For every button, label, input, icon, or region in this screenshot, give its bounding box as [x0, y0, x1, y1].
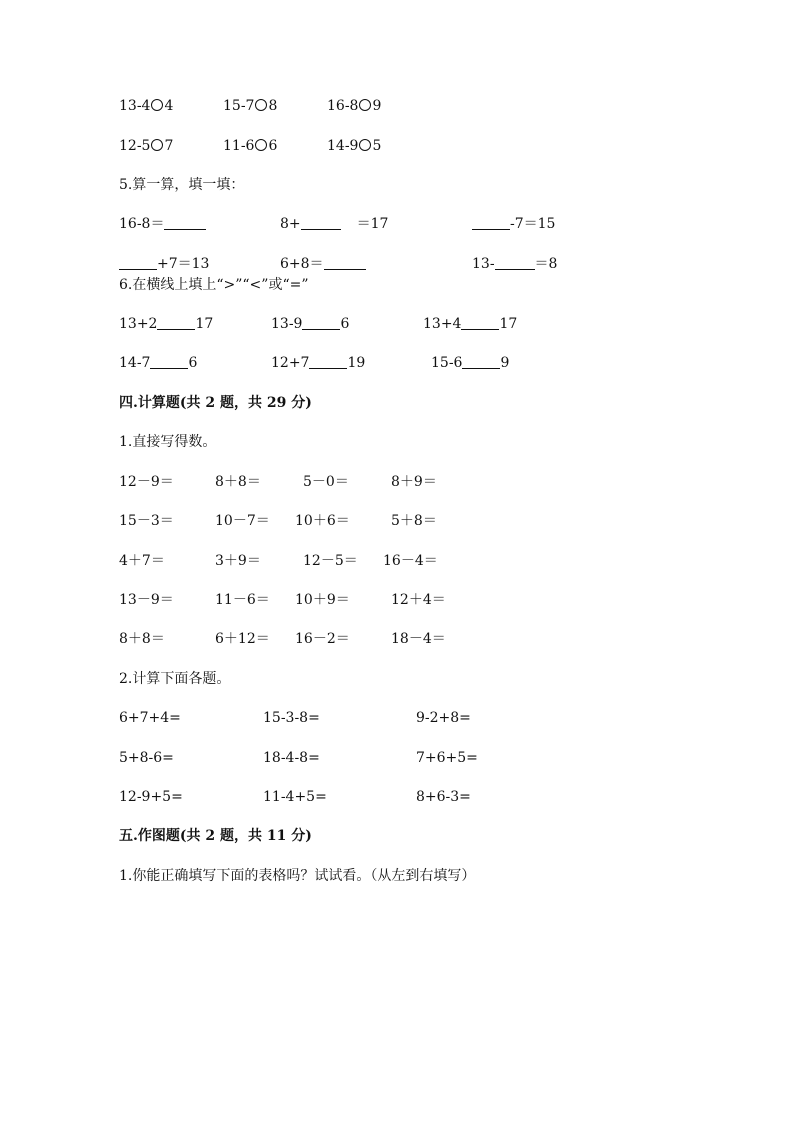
equation: 4＋7＝ — [119, 553, 165, 569]
equation: 11-4+5= — [263, 789, 327, 805]
section-heading: 四.计算题(共 2 题，共 29 分) — [119, 395, 312, 411]
question-title: 2.计算下面各题。 — [119, 671, 231, 687]
question-title: 6.在横线上填上“>”“<”或“=” — [119, 277, 309, 293]
fill-item: 8+ ＝17 — [280, 216, 389, 232]
equation: 15-3-8= — [263, 710, 320, 726]
answer-circle[interactable] — [255, 99, 267, 111]
fill-item: 13+4 17 — [423, 316, 518, 332]
answer-circle[interactable] — [359, 99, 371, 111]
fill-item: 13- ＝8 — [472, 256, 558, 272]
equation: 9-2+8= — [416, 710, 471, 726]
equation: 11－6＝ — [215, 592, 270, 608]
question-title: 5.算一算，填一填： — [119, 177, 245, 193]
equation: 16－4＝ — [383, 553, 438, 569]
answer-blank[interactable] — [462, 356, 500, 369]
equation: 18－4＝ — [391, 631, 446, 647]
equation: 10＋6＝ — [295, 513, 350, 529]
equation: 18-4-8= — [263, 750, 320, 766]
equation: 7+6+5= — [416, 750, 478, 766]
answer-blank[interactable] — [302, 317, 340, 330]
fill-item: -7＝15 — [472, 216, 555, 232]
answer-blank[interactable] — [164, 217, 206, 230]
answer-blank[interactable] — [150, 356, 188, 369]
answer-blank[interactable] — [461, 317, 499, 330]
equation: 16－2＝ — [295, 631, 350, 647]
fill-item: 12+7 19 — [271, 355, 366, 371]
compare-item: 14-9 5 — [327, 138, 382, 154]
answer-blank[interactable] — [309, 356, 347, 369]
equation: 13－9＝ — [119, 592, 174, 608]
equation: 8+6-3= — [416, 789, 471, 805]
fill-item: 14-7 6 — [119, 355, 198, 371]
fill-item: 13+2 17 — [119, 316, 214, 332]
equation: 6＋12＝ — [215, 631, 270, 647]
equation: 6+7+4= — [119, 710, 181, 726]
question-title: 1.你能正确填写下面的表格吗？试试看。（从左到右填写） — [119, 868, 476, 884]
equation: 5+8-6= — [119, 750, 174, 766]
compare-item: 12-5 7 — [119, 138, 174, 154]
answer-blank[interactable] — [324, 257, 366, 270]
equation: 3＋9＝ — [215, 553, 261, 569]
equation: 15－3＝ — [119, 513, 174, 529]
compare-item: 15-7 8 — [223, 98, 278, 114]
answer-blank[interactable] — [495, 257, 535, 270]
equation: 12＋4＝ — [391, 592, 446, 608]
section-heading: 五.作图题(共 2 题，共 11 分) — [119, 828, 312, 844]
equation: 8＋8＝ — [215, 474, 261, 490]
equation: 8＋9＝ — [391, 474, 437, 490]
fill-item: 6+8＝ — [280, 256, 366, 272]
equation: 12－5＝ — [303, 553, 358, 569]
fill-item: 15-6 9 — [431, 355, 510, 371]
answer-circle[interactable] — [255, 139, 267, 151]
fill-item: 16-8＝ — [119, 216, 206, 232]
answer-circle[interactable] — [359, 139, 371, 151]
compare-item: 11-6 6 — [223, 138, 278, 154]
equation: 8＋8＝ — [119, 631, 165, 647]
answer-blank[interactable] — [472, 217, 510, 230]
compare-item: 16-8 9 — [327, 98, 382, 114]
equation: 5－0＝ — [303, 474, 349, 490]
answer-blank[interactable] — [157, 317, 195, 330]
equation: 12-9+5= — [119, 789, 183, 805]
compare-item: 13-4 4 — [119, 98, 174, 114]
fill-item: 13-9 6 — [271, 316, 350, 332]
fill-item: +7＝13 — [119, 256, 209, 272]
answer-circle[interactable] — [151, 99, 163, 111]
answer-blank[interactable] — [301, 217, 341, 230]
answer-blank[interactable] — [119, 257, 157, 270]
equation: 10＋9＝ — [295, 592, 350, 608]
equation: 5＋8＝ — [391, 513, 437, 529]
equation: 10－7＝ — [215, 513, 270, 529]
question-title: 1.直接写得数。 — [119, 434, 217, 450]
equation: 12－9＝ — [119, 474, 174, 490]
answer-circle[interactable] — [151, 139, 163, 151]
